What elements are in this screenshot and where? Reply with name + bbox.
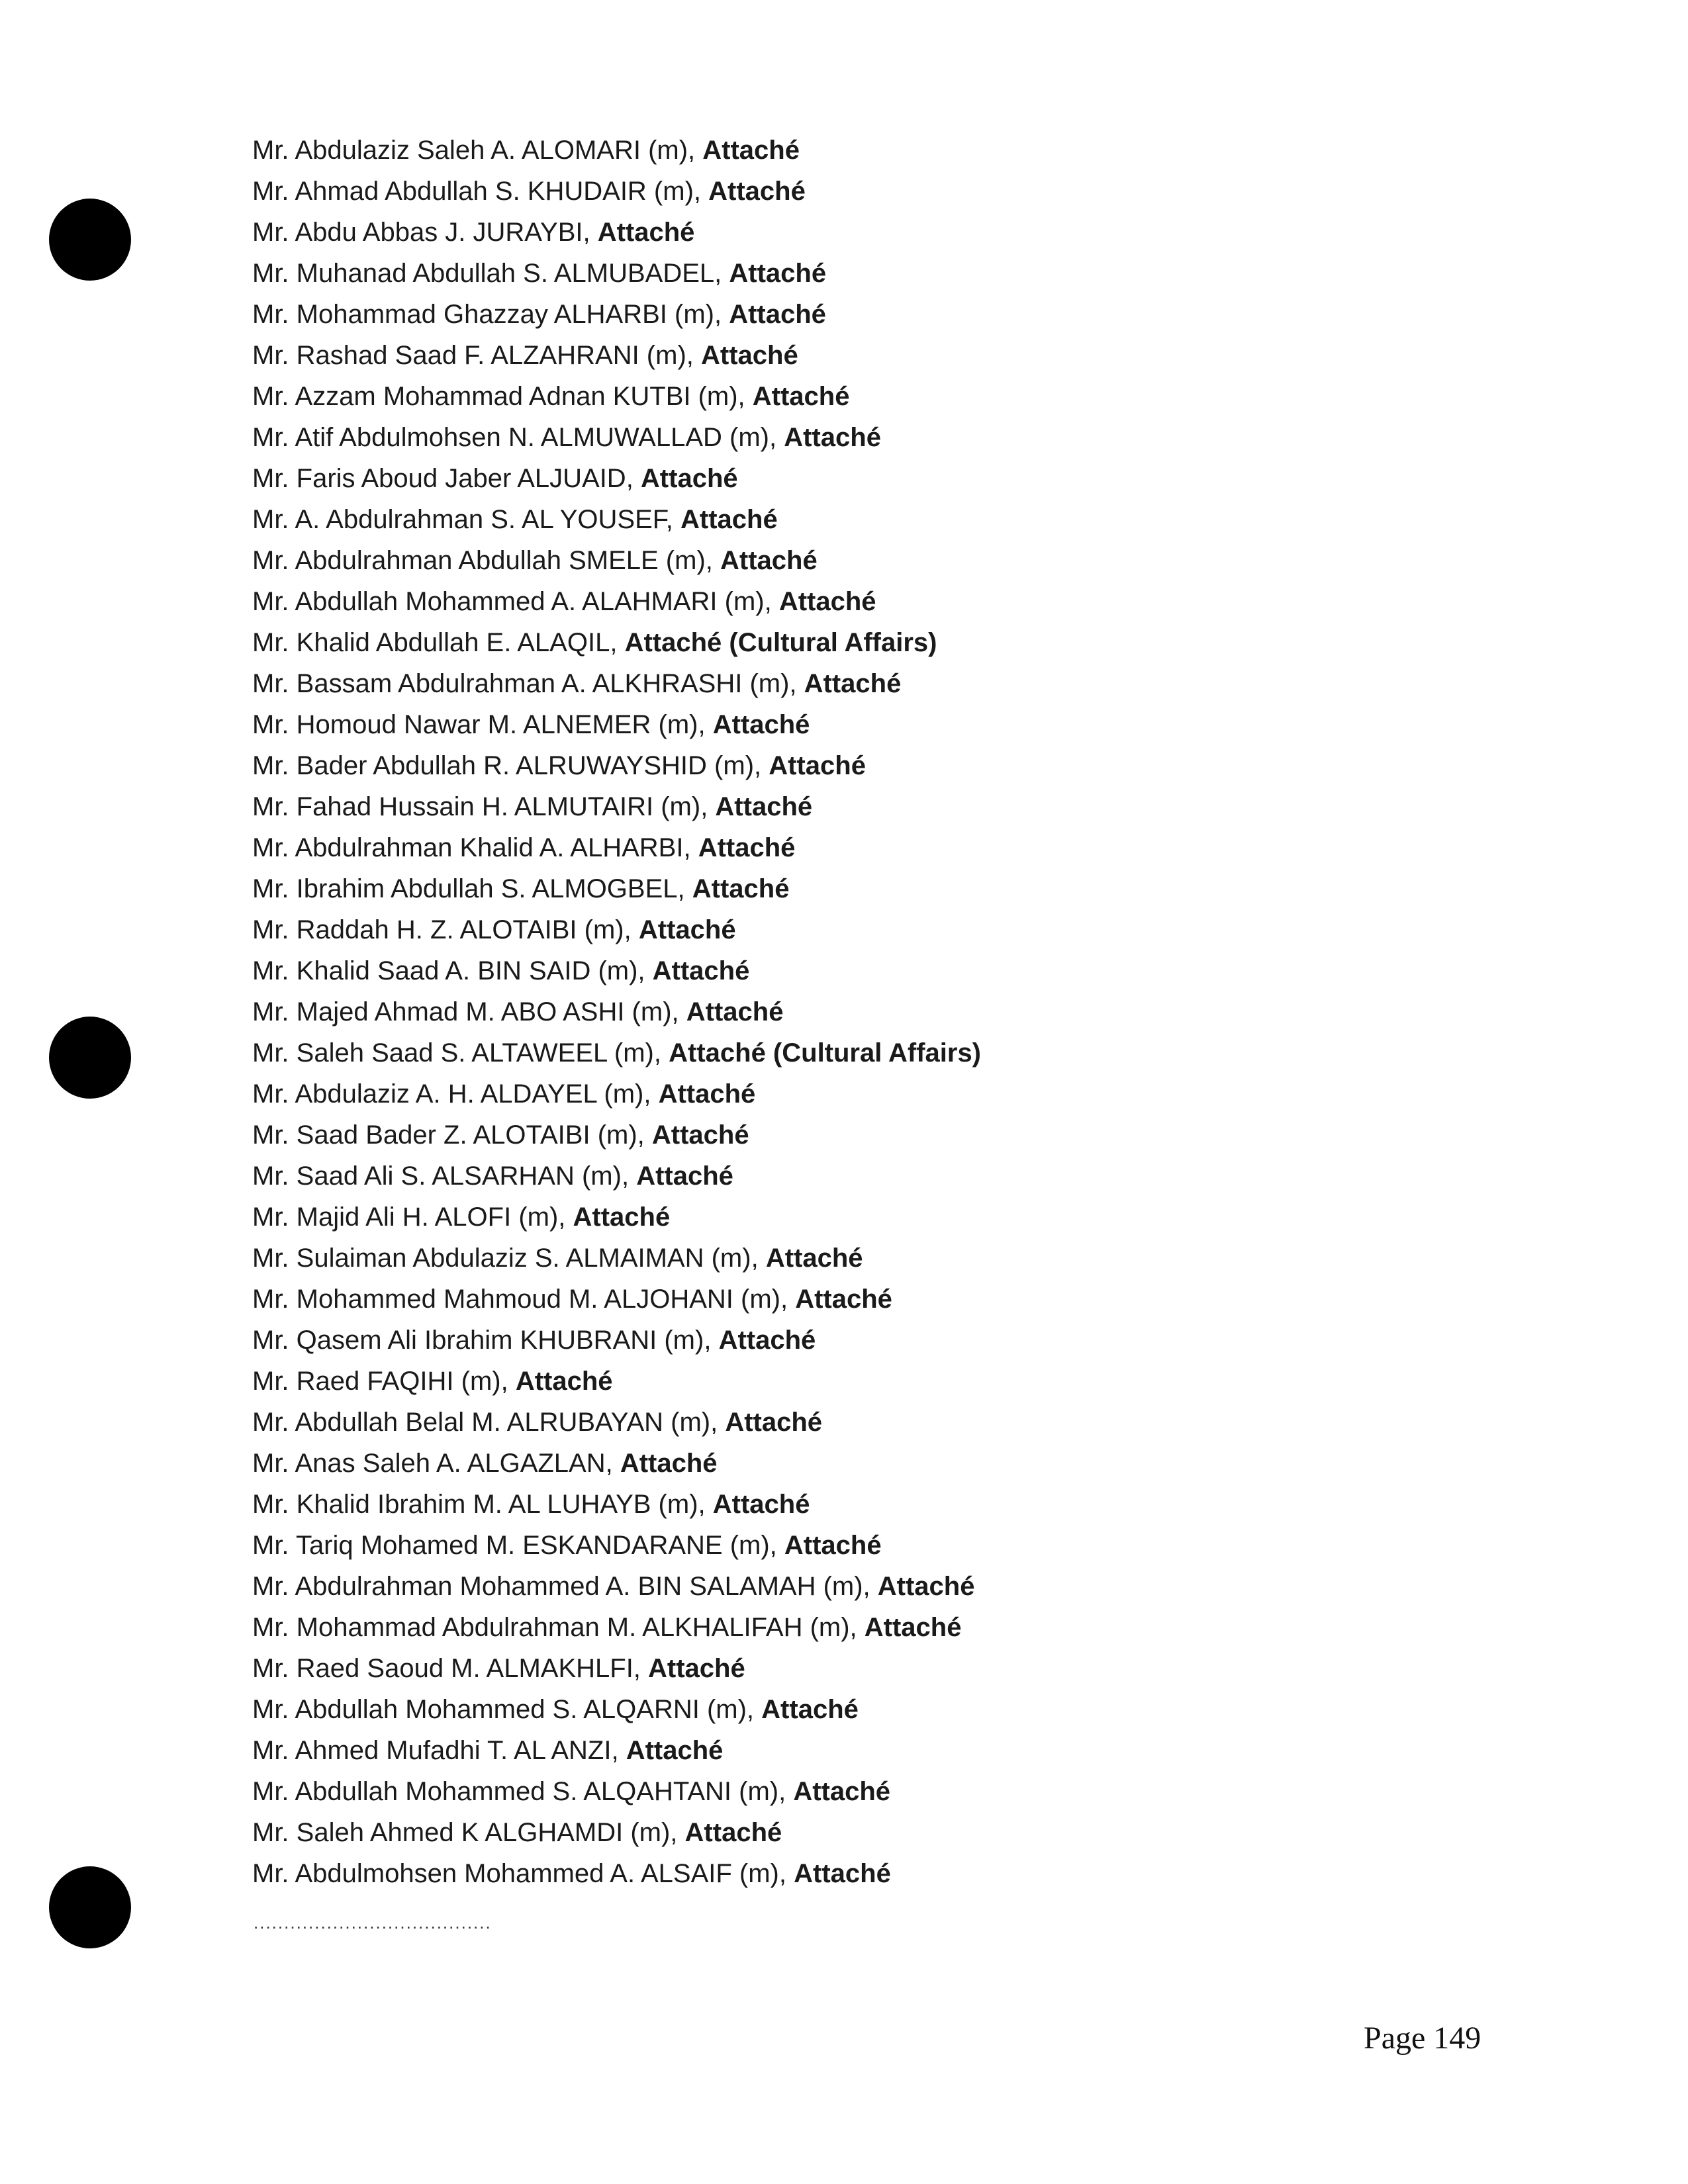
list-item (252, 335, 981, 376)
person-name: Mr. Raddah H. Z. ALOTAIBI (m), (252, 915, 639, 944)
person-name: Mr. Raed FAQIHI (m), (252, 1367, 516, 1396)
person-name: Mr. Khalid Saad A. BIN SAID (m), (252, 956, 653, 985)
person-title: Attaché (769, 751, 866, 780)
person-name: Mr. Abdullah Mohammed A. ALAHMARI (m), (252, 587, 779, 616)
person-name: Mr. Majid Ali H. ALOFI (m), (252, 1203, 573, 1232)
person-title: Attaché (718, 1326, 816, 1355)
person-title: Attaché (720, 546, 818, 575)
list-item (252, 1361, 981, 1402)
person-title: Attaché (784, 423, 881, 452)
list-item (252, 1771, 981, 1812)
person-name: Mr. Bassam Abdulrahman A. ALKHRASHI (m), (252, 669, 804, 698)
list-item (252, 622, 981, 663)
punch-hole-middle (49, 1017, 131, 1099)
person-title: Attaché (640, 464, 738, 493)
person-name: Mr. Raed Saoud M. ALMAKHLFI, (252, 1654, 649, 1683)
person-title: Attaché (761, 1695, 859, 1724)
list-item (252, 1730, 981, 1771)
person-name: Mr. Anas Saleh A. ALGAZLAN, (252, 1449, 620, 1478)
person-name: Mr. Mohammad Ghazzay ALHARBI (m), (252, 300, 729, 329)
list-item (252, 991, 981, 1032)
person-title: Attaché (692, 874, 790, 903)
person-title: Attaché (702, 136, 800, 165)
person-title: Attaché (651, 1120, 749, 1150)
person-name: Mr. Bader Abdullah R. ALRUWAYSHID (m), (252, 751, 769, 780)
person-title: Attaché (658, 1079, 756, 1109)
person-title: Attaché (778, 587, 876, 616)
person-title: Attaché (804, 669, 902, 698)
list-item (252, 294, 981, 335)
list-item (252, 1279, 981, 1320)
list-item (252, 1812, 981, 1853)
list-item (252, 1484, 981, 1525)
list-item (252, 868, 981, 909)
page-number: Page 149 (1364, 2021, 1481, 2056)
list-item (252, 745, 981, 786)
list-item (252, 171, 981, 212)
list-item (252, 704, 981, 745)
punch-hole-bottom (49, 1866, 131, 1948)
list-item (252, 1156, 981, 1197)
continuation-dots: ....................................... (254, 1913, 492, 1933)
person-title: Attaché (573, 1203, 671, 1232)
person-name: Mr. Tariq Mohamed M. ESKANDARANE (m), (252, 1531, 784, 1560)
list-item (252, 540, 981, 581)
person-name: Mr. Abdu Abbas J. JURAYBI, (252, 218, 598, 247)
person-name: Mr. Ibrahim Abdullah S. ALMOGBEL, (252, 874, 692, 903)
person-title: Attaché (686, 997, 784, 1026)
person-title: Attaché (620, 1449, 718, 1478)
list-item (252, 1566, 981, 1607)
list-item (252, 1073, 981, 1115)
person-name: Mr. Saad Bader Z. ALOTAIBI (m), (252, 1120, 652, 1150)
person-name: Mr. Majed Ahmad M. ABO ASHI (m), (252, 997, 686, 1026)
person-title: Attaché (729, 300, 826, 329)
person-title: Attaché (793, 1777, 891, 1806)
person-name: Mr. Abdulaziz Saleh A. ALOMARI (m), (252, 136, 703, 165)
person-title: Attaché (715, 792, 813, 821)
person-name: Mr. Qasem Ali Ibrahim KHUBRANI (m), (252, 1326, 719, 1355)
person-title: Attaché (648, 1654, 745, 1683)
person-name: Mr. Mohammad Abdulrahman M. ALKHALIFAH (m), (252, 1613, 865, 1642)
person-title: Attaché (Cultural Affairs) (624, 628, 937, 657)
person-title: Attaché (795, 1285, 892, 1314)
person-title: Attaché (684, 1818, 782, 1847)
attache-list (252, 130, 981, 1894)
person-name: Mr. Abdulrahman Mohammed A. BIN SALAMAH (m), (252, 1572, 878, 1601)
person-name: Mr. Ahmed Mufadhi T. AL ANZI, (252, 1736, 626, 1765)
person-title: Attaché (752, 382, 850, 411)
punch-hole-top (49, 199, 131, 281)
person-title: Attaché (765, 1244, 863, 1273)
list-item (252, 1443, 981, 1484)
list-item (252, 1197, 981, 1238)
person-title: Attaché (652, 956, 750, 985)
person-name: Mr. Mohammed Mahmoud M. ALJOHANI (m), (252, 1285, 796, 1314)
list-item (252, 1853, 981, 1894)
person-name: Mr. Muhanad Abdullah S. ALMUBADEL, (252, 259, 729, 288)
person-name: Mr. Saleh Saad S. ALTAWEEL (m), (252, 1038, 669, 1068)
person-title: Attaché (638, 915, 736, 944)
list-item (252, 253, 981, 294)
person-title: Attaché (712, 1490, 810, 1519)
person-name: Mr. Abdulrahman Abdullah SMELE (m), (252, 546, 720, 575)
person-title: Attaché (Cultural Affairs) (669, 1038, 982, 1068)
list-item (252, 1032, 981, 1073)
person-name: Mr. Abdullah Belal M. ALRUBAYAN (m), (252, 1408, 726, 1437)
person-title: Attaché (784, 1531, 882, 1560)
list-item (252, 663, 981, 704)
person-name: Mr. Azzam Mohammad Adnan KUTBI (m), (252, 382, 753, 411)
person-name: Mr. Sulaiman Abdulaziz S. ALMAIMAN (m), (252, 1244, 766, 1273)
person-name: Mr. Abdullah Mohammed S. ALQARNI (m), (252, 1695, 762, 1724)
list-item (252, 499, 981, 540)
person-title: Attaché (864, 1613, 962, 1642)
list-item (252, 1115, 981, 1156)
list-item (252, 827, 981, 868)
person-title: Attaché (794, 1859, 891, 1888)
list-item (252, 1525, 981, 1566)
person-name: Mr. Faris Aboud Jaber ALJUAID, (252, 464, 641, 493)
person-name: Mr. Khalid Ibrahim M. AL LUHAYB (m), (252, 1490, 713, 1519)
list-item (252, 130, 981, 171)
person-title: Attaché (680, 505, 778, 534)
person-name: Mr. Abdulrahman Khalid A. ALHARBI, (252, 833, 698, 862)
list-item (252, 1648, 981, 1689)
person-title: Attaché (877, 1572, 975, 1601)
list-item (252, 1320, 981, 1361)
person-title: Attaché (626, 1736, 724, 1765)
list-item (252, 212, 981, 253)
person-name: Mr. Homoud Nawar M. ALNEMER (m), (252, 710, 713, 739)
person-name: Mr. A. Abdulrahman S. AL YOUSEF, (252, 505, 680, 534)
person-name: Mr. Abdullah Mohammed S. ALQAHTANI (m), (252, 1777, 794, 1806)
list-item (252, 581, 981, 622)
person-name: Mr. Saad Ali S. ALSARHAN (m), (252, 1161, 637, 1191)
person-name: Mr. Ahmad Abdullah S. KHUDAIR (m), (252, 177, 709, 206)
person-title: Attaché (515, 1367, 613, 1396)
list-item (252, 458, 981, 499)
person-name: Mr. Abdulmohsen Mohammed A. ALSAIF (m), (252, 1859, 794, 1888)
person-title: Attaché (708, 177, 806, 206)
list-item (252, 1238, 981, 1279)
person-name: Mr. Abdulaziz A. H. ALDAYEL (m), (252, 1079, 659, 1109)
list-item (252, 950, 981, 991)
list-item (252, 909, 981, 950)
person-title: Attaché (597, 218, 695, 247)
list-item (252, 786, 981, 827)
list-item (252, 417, 981, 458)
person-title: Attaché (701, 341, 798, 370)
person-title: Attaché (729, 259, 827, 288)
person-name: Mr. Khalid Abdullah E. ALAQIL, (252, 628, 625, 657)
person-name: Mr. Rashad Saad F. ALZAHRANI (m), (252, 341, 701, 370)
person-title: Attaché (698, 833, 796, 862)
list-item (252, 376, 981, 417)
list-item (252, 1607, 981, 1648)
person-title: Attaché (636, 1161, 733, 1191)
list-item (252, 1402, 981, 1443)
person-title: Attaché (725, 1408, 823, 1437)
list-item (252, 1689, 981, 1730)
person-title: Attaché (712, 710, 810, 739)
person-name: Mr. Saleh Ahmed K ALGHAMDI (m), (252, 1818, 685, 1847)
person-name: Mr. Atif Abdulmohsen N. ALMUWALLAD (m), (252, 423, 784, 452)
person-name: Mr. Fahad Hussain H. ALMUTAIRI (m), (252, 792, 716, 821)
